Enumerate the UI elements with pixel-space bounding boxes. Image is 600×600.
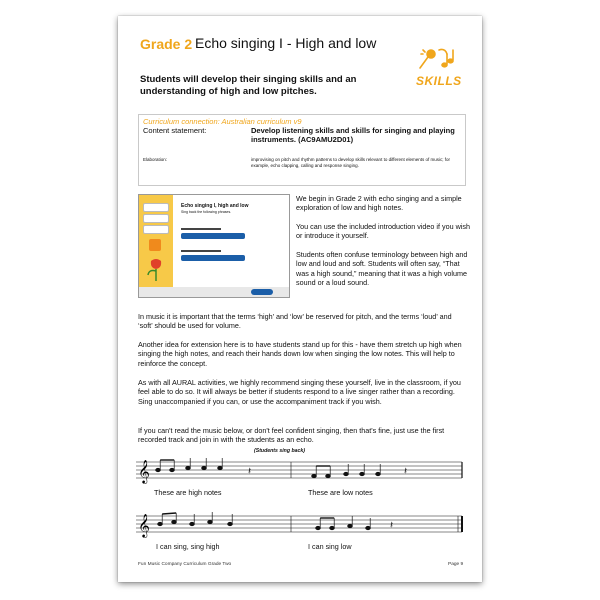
screenshot-logo: [251, 289, 273, 295]
body-paragraph: As with all AURAL activities, we highly recommend singing these yourself, live in the classroom, if you feel able to do so. It will always be better if students respond to a live singer rather than a recording. Sing unaccompanied if you can, or use the accompaniment track if you wish.: [138, 378, 461, 406]
screenshot-menu-button: [143, 203, 169, 212]
screenshot-menu-button: [143, 225, 169, 234]
screenshot-sidebar: [139, 195, 173, 297]
grade-label: Grade 2: [140, 36, 193, 52]
intro-text: Students will develop their singing skills and an understanding of high and low pitches.: [140, 74, 357, 97]
svg-text:𝄞: 𝄞: [138, 459, 150, 483]
content-statement-text: Develop listening skills and skills for singing and playing instruments. (AC9AMU2D01): [251, 126, 455, 144]
page-title: Echo singing I - High and low: [195, 35, 377, 51]
body-paragraph: In music it is important that the terms ‘high’ and ‘low’ be reserved for pitch, and the terms ‘loud’ and ‘soft’ should be used for volume.: [138, 312, 452, 331]
music-staff: [136, 456, 464, 486]
screenshot-content: [173, 195, 289, 287]
lyrics-line: These are high notes: [154, 488, 222, 497]
page-number: Page 9: [448, 562, 464, 567]
elaboration-text: improvising on pitch and rhythm patterns to develop skills relevant to different elements of music; for example, echo clapping, calling and response singing.: [251, 157, 451, 168]
svg-text:𝄞: 𝄞: [138, 513, 150, 537]
screenshot-audio-bar: [181, 233, 245, 239]
lyrics-line: These are low notes: [308, 488, 373, 497]
svg-text:𝄽: 𝄽: [390, 520, 394, 531]
body-paragraph: Another idea for extension here is to have students stand up for this - have them stretch up high when singing the high notes, and reach their hands down low when singing the low notes. This will help to reinforce the concept.: [138, 340, 462, 368]
svg-text:𝄽: 𝄽: [248, 466, 252, 477]
screenshot-subtitle: Sing back the following phrases.: [181, 210, 232, 214]
students-sing-back-label: (Students sing back): [254, 448, 306, 454]
screenshot-menu-button: [143, 214, 169, 223]
elaboration-label: Elaboration:: [143, 157, 168, 162]
screenshot-number-tile: [149, 239, 161, 251]
lesson-screenshot: [138, 194, 290, 298]
content-statement-label: Content statement:: [143, 126, 207, 135]
footer-left: Fun Music Company Curriculum Grade Two: [138, 562, 232, 567]
lyrics-line: I can sing, sing high: [156, 542, 220, 551]
svg-text:𝄽: 𝄽: [404, 466, 408, 477]
curriculum-heading: Curriculum connection: Australian curriculum v9: [143, 117, 302, 126]
side-paragraph: Students often confuse terminology between high and low and loud and soft. Students will often say, “That was a high sound,” meaning that it was a high volume sound or a loud sound.: [296, 250, 468, 287]
document-page: [118, 16, 482, 582]
body-paragraph: If you can't read the music below, or don't feel confident singing, then that's fine, just use the first recorded track and join in with the students as an echo.: [138, 426, 445, 445]
screenshot-footer: [139, 287, 289, 297]
screenshot-audio-bar: [181, 255, 245, 261]
music-staff: [136, 510, 464, 540]
lyrics-line: I can sing low: [308, 542, 352, 551]
skills-badge: SKILLS: [416, 74, 462, 88]
side-paragraph: You can use the included introduction video if you wish or introduce it yourself.: [296, 222, 470, 241]
screenshot-line: [181, 228, 221, 230]
side-paragraph: We begin in Grade 2 with echo singing and a simple exploration of low and high notes.: [296, 194, 462, 213]
curriculum-box: [138, 114, 466, 186]
screenshot-title: Echo singing I, high and low: [181, 203, 249, 209]
screenshot-line: [181, 250, 221, 252]
tulip-icon: [145, 257, 167, 283]
